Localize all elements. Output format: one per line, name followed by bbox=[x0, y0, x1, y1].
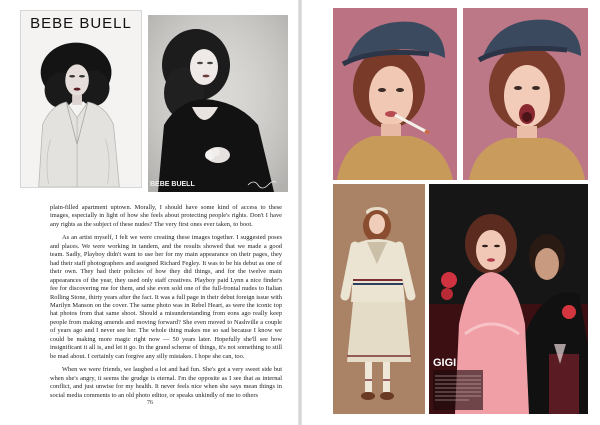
photo-cream-outfit bbox=[333, 184, 425, 414]
page-number: 76 bbox=[147, 400, 153, 406]
photo-gigi-spread-image bbox=[429, 184, 588, 414]
photo-caption-top: BEBE BUELL bbox=[30, 15, 132, 32]
photo-cap-mouth-open-image bbox=[463, 8, 588, 180]
photo-caption-bottom: BEBE BUELL bbox=[150, 181, 195, 188]
photo-gigi-spread bbox=[429, 184, 588, 414]
photo-black-dress-image bbox=[148, 15, 288, 192]
photo-white-coat bbox=[20, 10, 142, 188]
paragraph-1: plain-filled apartment uptown. Morally, I should have some kind of access to these images, especially in light of how she feels about protecting people's rights. Don't I have any rights as the subject of these nudes? The very first ones ever taken, to boot. bbox=[50, 204, 282, 228]
photo-cap-cigarette bbox=[333, 8, 457, 180]
body-text bbox=[50, 204, 282, 400]
paragraph-2: As an artist myself, I felt we were creating these images together. I suggested poses and places. We were working in tandem, and the results showed that we made a good team. Sadly, Playboy didn't want to use her for my main appearance on their pages, they had their staff photographers and assigned Richard Fegley. It was to be his debut as one of their own. They had their policies of how they did things, and for the twelve main appearances of the year, they used only staff creatives. Playboy paid Lynn a nice finder's fee for discovering me for them, and she even sold one of the full-frontal nudes to Italian Rolling Stone, thirty years after the fact. It was a full page in their debut foreign issue with Marilyn Manson on the cover. The same photo was in Rebel Heart, as were the iconic top hat photos from that same shoot. Should a misunderstanding from eons ago really keep people from making amends and moving forward? She even moved to Nashville a couple of years ago and I never see her. The whole thing makes me so sad because I know we could be making more magic right now — 50 years later. Hopefully she'll see how insignificant it all is, and let it go. In the grand scheme of things, it's not something to still be mad about. I certainly can forgive any silly mistakes. I hope she can, too. bbox=[50, 234, 282, 360]
photo-cap-mouth-open bbox=[463, 8, 588, 180]
photo-white-coat-image bbox=[21, 11, 141, 187]
paragraph-3: When we were friends, we laughed a lot and had fun. She's got a very sweet side but when she's angry, it seems the grudge is eternal. I'm the opposite as I see that as internal conflict, and just unwise for my health. It never feels nice when she says mean things in social media comments to an old photo editor, or speaks unkindly of me to others bbox=[50, 366, 282, 399]
photo-cap-cigarette-image bbox=[333, 8, 457, 180]
gigi-title: GIGI bbox=[433, 357, 457, 369]
photo-cream-outfit-image bbox=[333, 184, 425, 414]
photo-black-dress bbox=[148, 15, 288, 192]
